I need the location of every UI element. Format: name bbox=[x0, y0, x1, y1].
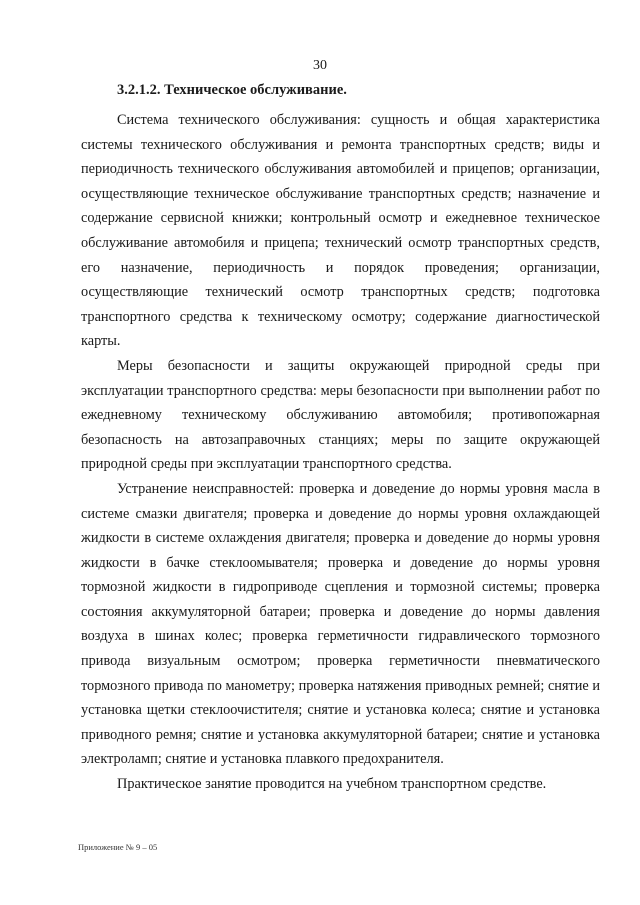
page-number: 30 bbox=[313, 58, 327, 73]
section-title: 3.2.1.2. Техническое обслуживание. bbox=[117, 82, 347, 98]
paragraph-troubleshooting: Устранение неисправностей: проверка и доведение до нормы уровня масла в системе смазки двигателя; проверка и доведение до нормы уровня охлаждающей жидкости в системе охлаждения двигателя; проверка и доведение до нормы уровня жидкости в бачке стеклоомывателя; проверка и доведение до нормы уровня тормозной жидкости в гидроприводе сцепления и тормозной системы; проверка состояния аккумуляторной батареи; проверка и доведение до нормы давления воздуха в шинах колес; проверка герметичности гидравлического тормозного привода визуальным осмотром; проверка герметичности пневматического тормозного привода по манометру; проверка натяжения приводных ремней; снятие и установка щетки стеклоочистителя; снятие и установка колеса; снятие и установка приводного ремня; снятие и установка аккумуляторной батареи; снятие и установка электроламп; снятие и установка плавкого предохранителя. bbox=[81, 480, 600, 768]
body-text bbox=[81, 108, 600, 797]
paragraph-maintenance-system: Система технического обслуживания: сущность и общая характеристика системы технического обслуживания и ремонта транспортных средств; виды и периодичность технического обслуживания автомобилей и прицепов; организации, осуществляющие техническое обслуживание транспортных средств; назначение и содержание сервисной книжки; контрольный осмотр и ежедневное техническое обслуживание автомобиля и прицепа; технический осмотр транспортных средств, его назначение, периодичность и порядок проведения; организации, осуществляющие технический осмотр транспортных средств; подготовка транспортного средства к техническому осмотру; содержание диагностической карты. bbox=[81, 112, 600, 350]
paragraph-safety-measures: Меры безопасности и защиты окружающей природной среды при эксплуатации транспортного средства: меры безопасности при выполнении работ по ежедневному техническому обслуживанию автомобиля; противопожарная безопасность на автозаправочных станциях; меры по защите окружающей природной среды при эксплуатации транспортного средства. bbox=[81, 357, 600, 473]
footer-note: Приложение № 9 – 05 bbox=[78, 842, 158, 852]
paragraph-practical-lesson: Практическое занятие проводится на учебном транспортном средстве. bbox=[117, 776, 547, 793]
